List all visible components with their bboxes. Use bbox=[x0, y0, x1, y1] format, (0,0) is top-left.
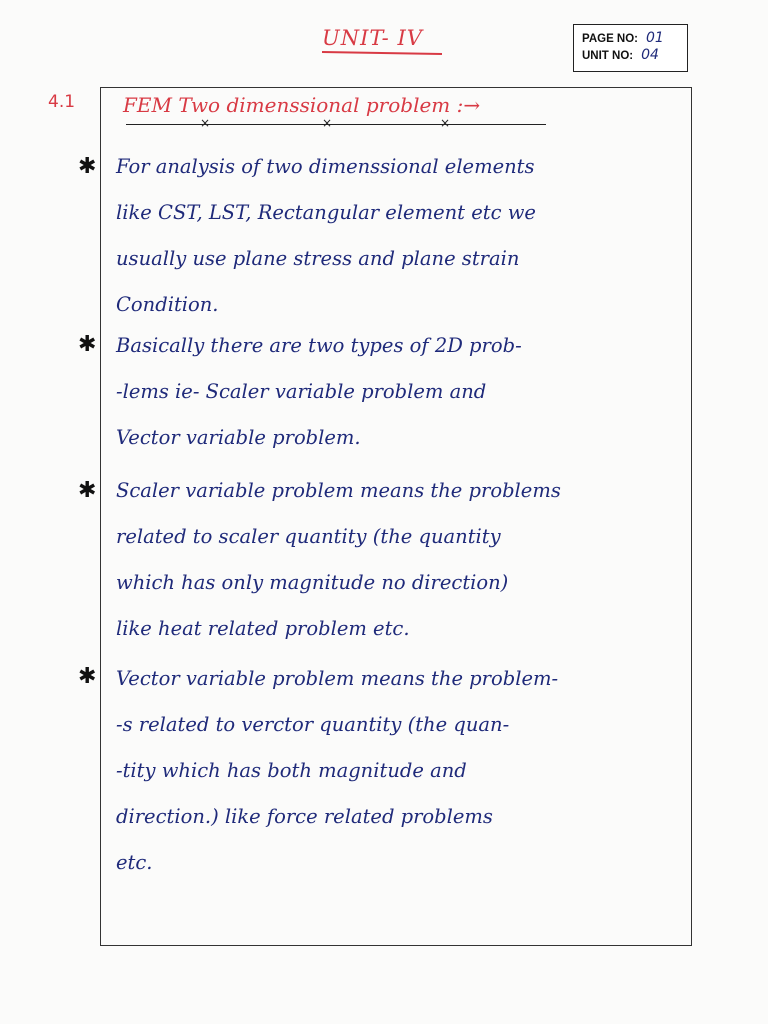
bullet-asterisk-icon: ✱ bbox=[78, 478, 97, 503]
paragraph-line: -lems ie- Scaler variable problem and bbox=[116, 380, 487, 403]
bullet-paragraph bbox=[116, 468, 686, 652]
paragraph-line: For analysis of two dimenssional elements bbox=[116, 155, 535, 178]
bullet-asterisk-icon: ✱ bbox=[78, 664, 97, 689]
section-number: 4.1 bbox=[48, 92, 76, 112]
paragraph-line: Vector variable problem. bbox=[116, 426, 361, 449]
unit-no-value: 04 bbox=[641, 47, 659, 63]
paragraph-line: usually use plane stress and plane strain bbox=[116, 247, 520, 270]
paragraph-line: etc. bbox=[116, 851, 153, 874]
page-no-label: PAGE NO: bbox=[582, 33, 639, 45]
unit-no-label: UNIT NO: bbox=[582, 50, 634, 62]
paragraph-line: Scaler variable problem means the problems bbox=[116, 479, 561, 502]
bullet-paragraph bbox=[116, 323, 686, 461]
paragraph-line: direction.) like force related problems bbox=[116, 805, 493, 828]
underline-x-mark: × bbox=[200, 116, 211, 130]
paragraph-line: Basically there are two types of 2D prob- bbox=[116, 334, 522, 357]
unit-title-underline bbox=[322, 51, 442, 55]
unit-no-row bbox=[582, 47, 659, 63]
paragraph-line: Vector variable problem means the problem- bbox=[116, 667, 559, 690]
paragraph-line: -s related to verctor quantity (the quan- bbox=[116, 713, 510, 736]
underline-x-mark: × bbox=[440, 116, 451, 130]
page-no-value: 01 bbox=[646, 30, 664, 46]
paragraph-line: Condition. bbox=[116, 293, 219, 316]
section-heading: FEM Two dimenssional problem :→ bbox=[123, 93, 481, 117]
heading-underline bbox=[126, 124, 546, 125]
bullet-asterisk-icon: ✱ bbox=[78, 154, 97, 179]
paragraph-line: like CST, LST, Rectangular element etc we bbox=[116, 201, 536, 224]
underline-x-mark: × bbox=[322, 116, 333, 130]
unit-title: UNIT- IV bbox=[322, 26, 423, 50]
bullet-paragraph bbox=[116, 656, 686, 886]
paragraph-line: like heat related problem etc. bbox=[116, 617, 410, 640]
paragraph-line: -tity which has both magnitude and bbox=[116, 759, 467, 782]
paragraph-line: related to scaler quantity (the quantity bbox=[116, 525, 501, 548]
bullet-paragraph bbox=[116, 144, 686, 328]
bullet-asterisk-icon: ✱ bbox=[78, 332, 97, 357]
page-info-box bbox=[573, 24, 688, 72]
paragraph-line: which has only magnitude no direction) bbox=[116, 571, 509, 594]
page-no-row bbox=[582, 30, 664, 46]
